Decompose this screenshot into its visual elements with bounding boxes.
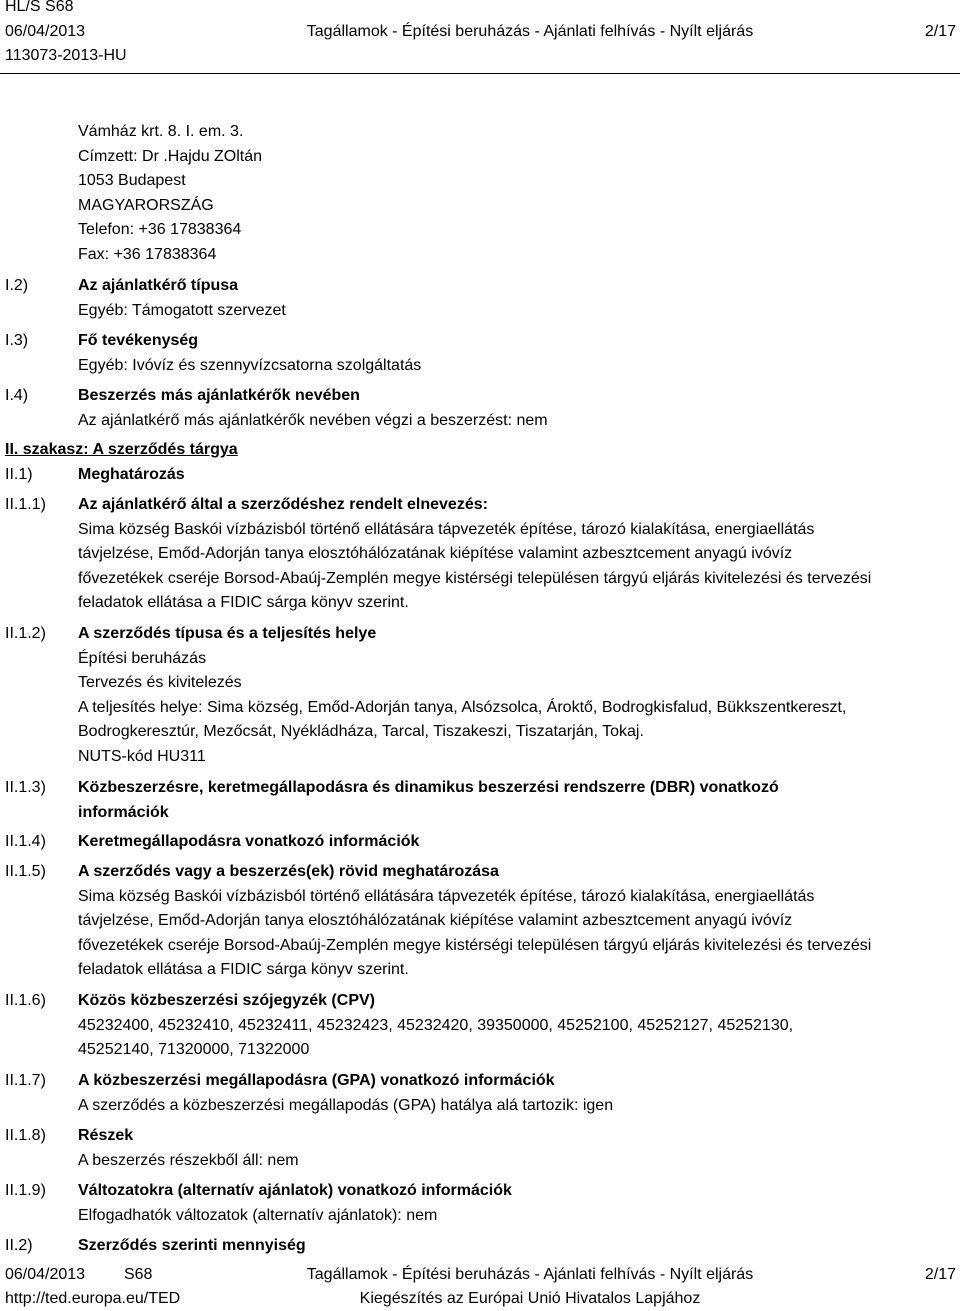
section-ii13-title-line: Közbeszerzésre, keretmegállapodásra és dinamikus beszerzési rendszerre (DBR) vonatkozó xyxy=(78,779,779,796)
section-ii17-title: A közbeszerzési megállapodásra (GPA) vonatkozó információk xyxy=(78,1072,555,1089)
section-number-ii15: II.1.5) xyxy=(5,863,46,880)
section-ii18-title: Részek xyxy=(78,1127,134,1144)
section-ii15-line: távjelzése, Emőd-Adorján tanya elosztóhálózatának kiépítése valamint azbesztcement anyagú ivóvíz xyxy=(78,912,793,930)
section-ii18 xyxy=(78,1124,956,1173)
address-street: Vámház krt. 8. I. em. 3. xyxy=(78,123,244,140)
section-ii17 xyxy=(78,1069,956,1118)
section-number-ii16: II.1.6) xyxy=(5,992,46,1009)
section-i3-title: Fő tevékenység xyxy=(78,332,199,349)
section-ii19-value: Elfogadhatók változatok (alternatív ajánlatok): nem xyxy=(78,1206,438,1224)
footer-url-link[interactable]: http://ted.europa.eu/TED xyxy=(5,1290,181,1307)
section-number-i3: I.3) xyxy=(5,332,29,349)
section-ii19-title: Változatokra (alternatív ajánlatok) vonatkozó információk xyxy=(78,1182,512,1199)
section-ii19 xyxy=(78,1179,956,1228)
cpv-codes-line: 45252140, 71320000, 71322000 xyxy=(78,1041,310,1059)
section-ii18-value: A beszerzés részekből áll: nem xyxy=(78,1151,299,1169)
address-phone: Telefon: +36 17838364 xyxy=(78,221,242,239)
header-page-number: 2/17 xyxy=(924,23,956,40)
header-divider xyxy=(0,73,960,74)
doc-code: HL/S S68 xyxy=(5,0,74,15)
section-ii16 xyxy=(78,989,956,1063)
section-i3 xyxy=(78,329,956,378)
section-i2-value: Egyéb: Támogatott szervezet xyxy=(78,301,286,319)
section-i2-title: Az ajánlatkérő típusa xyxy=(78,277,239,294)
header-date: 06/04/2013 xyxy=(5,23,86,40)
cpv-codes-line: 45232400, 45232410, 45232411, 45232423, 45232420, 39350000, 45252100, 45252127, 45252130, xyxy=(78,1016,794,1034)
section-ii11-line: Sima község Baskói vízbázisból történő ellátására tápvezeték építése, tározó kialakítása, energiaellátás xyxy=(78,520,815,538)
address-recipient: Címzett: Dr .Hajdu ZOltán xyxy=(78,147,263,165)
footer-code: S68 xyxy=(123,1266,153,1283)
section-ii15 xyxy=(78,860,956,983)
section-number-ii19: II.1.9) xyxy=(5,1182,46,1199)
address-fax: Fax: +36 17838364 xyxy=(78,245,217,263)
footer-publisher: Kiegészítés az Európai Unió Hivatalos Lapjához xyxy=(359,1290,701,1307)
section-ii14-title: Keretmegállapodásra vonatkozó információk xyxy=(78,833,420,850)
section-ii13-title-line: információk xyxy=(78,803,169,821)
section-ii15-title: A szerződés vagy a beszerzés(ek) rövid meghatározása xyxy=(78,863,499,880)
section-ii11 xyxy=(78,493,956,616)
section-ii16-title: Közös közbeszerzési szójegyzék (CPV) xyxy=(78,992,375,1009)
section-i4-title: Beszerzés más ajánlatkérők nevében xyxy=(78,387,360,404)
section-number-ii14: II.1.4) xyxy=(5,833,46,850)
section-ii1-title: Meghatározás xyxy=(78,466,185,483)
section-ii17-value: A szerződés a közbeszerzési megállapodás (GPA) hatálya alá tartozik: igen xyxy=(78,1096,614,1114)
section-ii-heading: II. szakasz: A szerződés tárgya xyxy=(5,441,238,458)
section-ii15-line: feladatok ellátása a FIDIC sárga könyv szerint. xyxy=(78,961,409,979)
header-reference: 113073-2013-HU xyxy=(5,47,127,64)
section-number-i4: I.4) xyxy=(5,387,29,404)
section-number-ii2: II.2) xyxy=(5,1237,33,1254)
section-i4-value: Az ajánlatkérő más ajánlatkérők nevében végzi a beszerzést: nem xyxy=(78,411,548,429)
address-city: 1053 Budapest xyxy=(78,172,186,190)
section-ii15-line: Sima község Baskói vízbázisból történő ellátására tápvezeték építése, tározó kialakítása, energiaellátás xyxy=(78,887,815,905)
address-block xyxy=(78,120,956,268)
section-ii15-line: fővezetékek cseréje Borsod-Abaúj-Zemplén megye kistérségi településen tárgyú eljárás kivitelezési és tervezési xyxy=(78,936,872,954)
section-ii12-title: A szerződés típusa és a teljesítés helye xyxy=(78,625,377,642)
section-number-ii11: II.1.1) xyxy=(5,496,46,513)
section-ii12-line: Bodrogkeresztúr, Mezőcsát, Nyékládháza, Tarcal, Tiszakeszi, Tiszatarján, Tokaj. xyxy=(78,723,644,741)
section-ii11-title: Az ajánlatkérő által a szerződéshez rendelt elnevezés: xyxy=(78,496,488,513)
section-i2 xyxy=(78,274,956,323)
section-ii12-line: NUTS-kód HU311 xyxy=(78,747,206,765)
address-country: MAGYARORSZÁG xyxy=(78,196,214,214)
section-ii11-line: fővezetékek cseréje Borsod-Abaúj-Zemplén megye kistérségi településen tárgyú eljárás kivitelezési és tervezési xyxy=(78,569,872,587)
section-number-ii1: II.1) xyxy=(5,466,33,483)
section-i3-value: Egyéb: Ivóvíz és szennyvízcsatorna szolgáltatás xyxy=(78,356,422,374)
section-ii12-line: Építési beruházás xyxy=(78,649,207,667)
section-number-ii17: II.1.7) xyxy=(5,1072,46,1089)
section-number-i2: I.2) xyxy=(5,277,29,294)
section-ii12 xyxy=(78,622,956,770)
header-title: Tagállamok - Építési beruházás - Ajánlati felhívás - Nyílt eljárás xyxy=(306,23,754,40)
footer-title: Tagállamok - Építési beruházás - Ajánlati felhívás - Nyílt eljárás xyxy=(306,1266,754,1283)
section-number-ii13: II.1.3) xyxy=(5,779,46,796)
section-number-ii18: II.1.8) xyxy=(5,1127,46,1144)
section-ii11-line: távjelzése, Emőd-Adorján tanya elosztóhálózatának kiépítése valamint azbesztcement anyagú ivóvíz xyxy=(78,545,793,563)
section-ii13 xyxy=(78,776,956,825)
section-i4 xyxy=(78,384,956,433)
section-number-ii12: II.1.2) xyxy=(5,625,46,642)
section-ii12-line: Tervezés és kivitelezés xyxy=(78,674,242,692)
footer-page-number: 2/17 xyxy=(924,1266,956,1283)
section-ii11-line: feladatok ellátása a FIDIC sárga könyv szerint. xyxy=(78,594,409,612)
section-ii12-line: A teljesítés helye: Sima község, Emőd-Adorján tanya, Alsózsolca, Ároktő, Bodrogkisfalud, Bükkszentkereszt, xyxy=(78,698,847,716)
section-ii2-title: Szerződés szerinti mennyiség xyxy=(78,1237,306,1254)
footer-date: 06/04/2013 xyxy=(5,1266,86,1283)
